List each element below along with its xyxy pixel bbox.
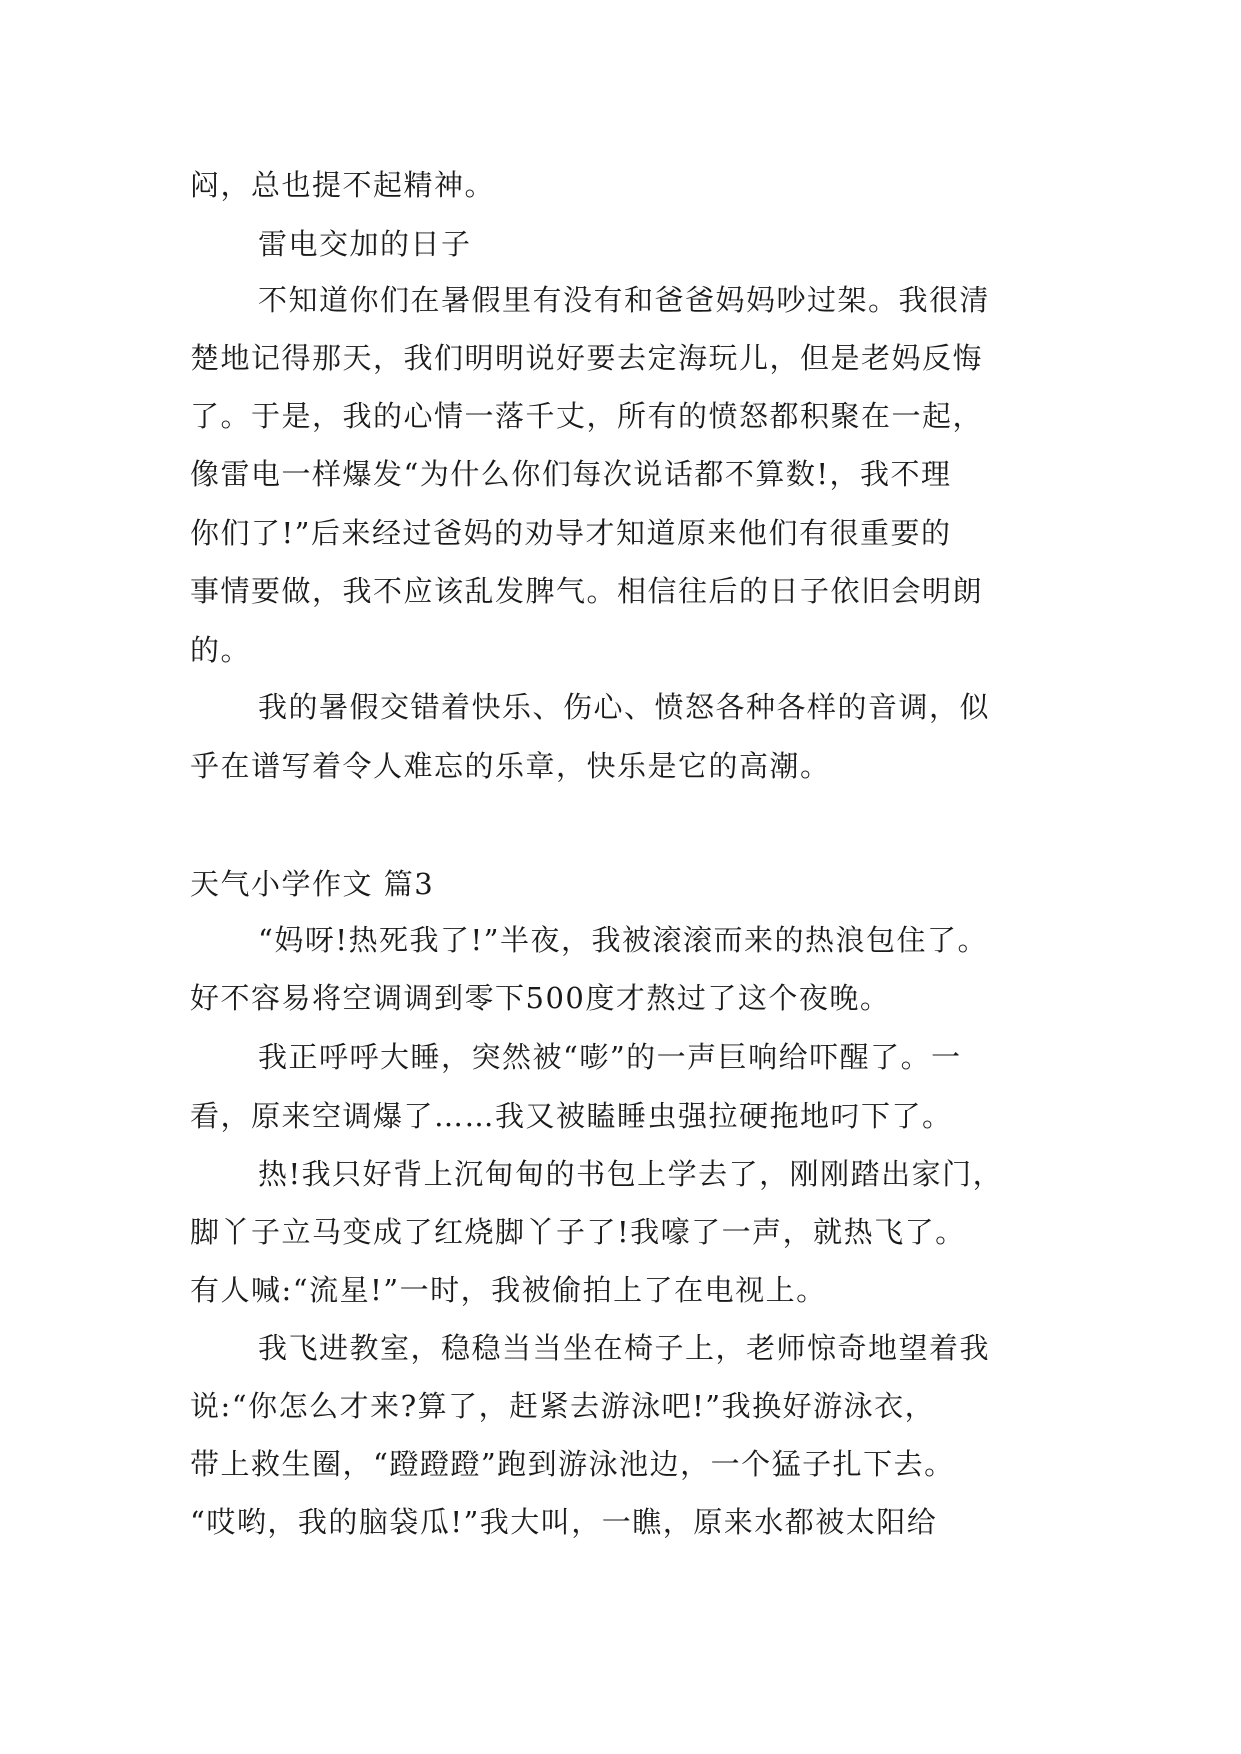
body-text-line: 有人喊:“流星!”一时，我被偷拍上了在电视上。 bbox=[190, 1273, 827, 1307]
body-text-line: “哎哟，我的脑袋瓜!”我大叫，一瞧，原来水都被太阳给 bbox=[190, 1505, 938, 1539]
body-text-line: 了。于是，我的心情一落千丈，所有的愤怒都积聚在一起， bbox=[190, 399, 984, 433]
body-text-line: 我的暑假交错着快乐、伤心、愤怒各种各样的音调，似 bbox=[258, 690, 991, 724]
body-text-line: 好不容易将空调调到零下500度才熬过了这个夜晚。 bbox=[190, 981, 891, 1015]
body-text-line: 像雷电一样爆发“为什么你们每次说话都不算数!，我不理 bbox=[190, 457, 952, 491]
body-text-line: 看，原来空调爆了……我又被瞌睡虫强拉硬拖地叼下了。 bbox=[190, 1099, 953, 1133]
body-text-line: 带上救生圈，“蹬蹬蹬”跑到游泳池边，一个猛子扎下去。 bbox=[190, 1447, 955, 1481]
body-text-line: 我正呼呼大睡，突然被“嘭”的一声巨响给吓醒了。一 bbox=[258, 1040, 962, 1074]
body-text-line: 脚丫子立马变成了红烧脚丫子了!我嚎了一声，就热飞了。 bbox=[190, 1215, 966, 1249]
body-text-line: 闷，总也提不起精神。 bbox=[190, 168, 496, 202]
body-text-line: 楚地记得那天，我们明明说好要去定海玩儿，但是老妈反悔 bbox=[190, 341, 984, 375]
body-text-line: “妈呀!热死我了!”半夜，我被滚滚而来的热浪包住了。 bbox=[258, 923, 988, 957]
body-text-line: 的。 bbox=[190, 633, 252, 667]
body-text-line: 说:“你怎么才来?算了，赶紧去游泳吧!”我换好游泳衣， bbox=[190, 1389, 936, 1423]
body-text-line: 热!我只好背上沉甸甸的书包上学去了，刚刚踏出家门， bbox=[258, 1157, 1004, 1191]
subheading-thunder-days: 雷电交加的日子 bbox=[258, 227, 472, 261]
body-text-line: 你们了!”后来经过爸妈的劝导才知道原来他们有很重要的 bbox=[190, 516, 952, 550]
section-title: 天气小学作文 篇3 bbox=[190, 867, 435, 901]
body-text-line: 事情要做，我不应该乱发脾气。相信往后的日子依旧会明朗 bbox=[190, 574, 984, 608]
body-text-line: 不知道你们在暑假里有没有和爸爸妈妈吵过架。我很清 bbox=[258, 283, 991, 317]
body-text-line: 乎在谱写着令人难忘的乐章，快乐是它的高潮。 bbox=[190, 749, 831, 783]
body-text-line: 我飞进教室，稳稳当当坐在椅子上，老师惊奇地望着我 bbox=[258, 1331, 991, 1365]
